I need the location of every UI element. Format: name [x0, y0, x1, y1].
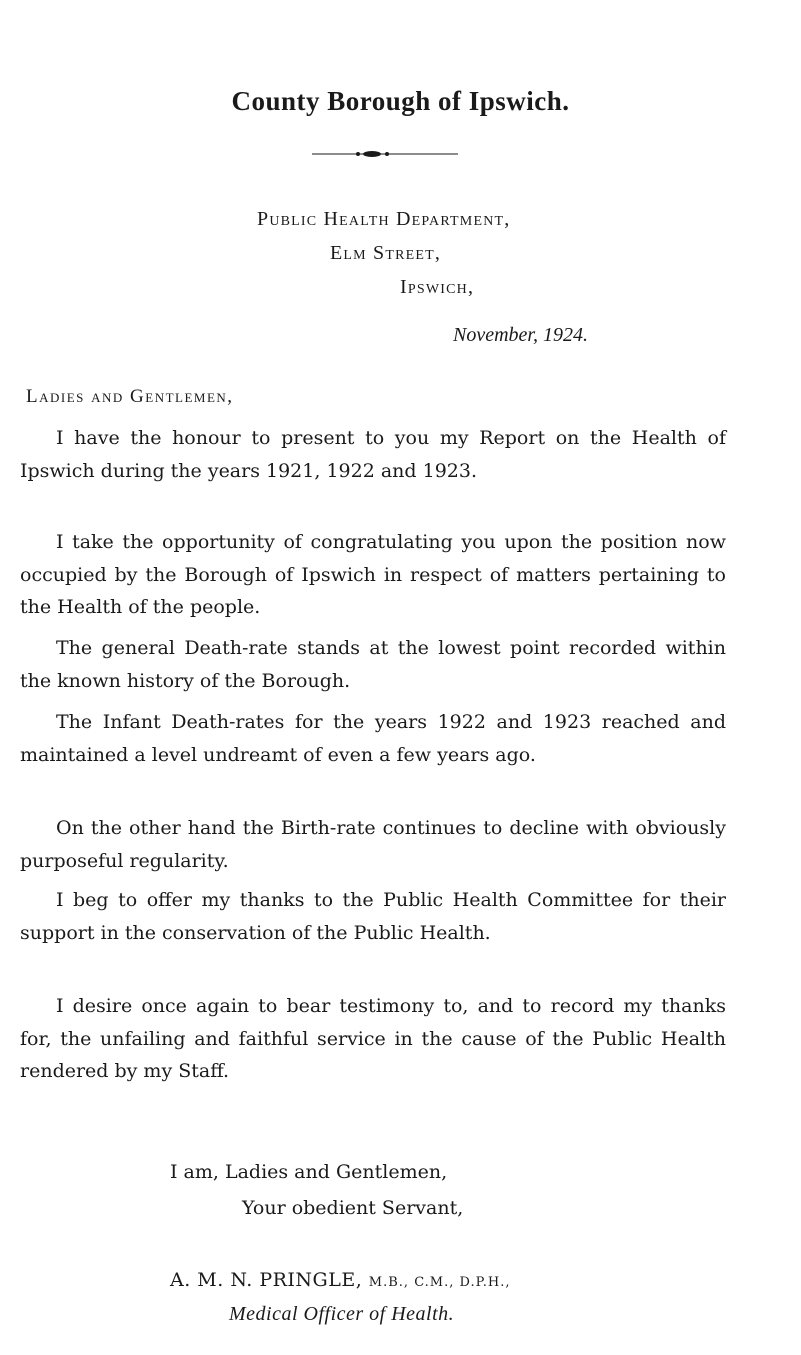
signature-name-text: A. M. N. PRINGLE, [170, 1269, 363, 1291]
signature-name [170, 1269, 510, 1291]
closing-line: I am, Ladies and Gentlemen, [170, 1161, 448, 1183]
address-line-department: Public Health Department, [257, 208, 511, 230]
paragraph-birth-rate: On the other hand the Birth-rate continues to decline with obviously purposeful regularity. [20, 817, 726, 872]
paragraph-death-rate: The general Death-rate stands at the lowest point recorded within the known history of the Borough. [20, 637, 726, 692]
paragraph-report: I have the honour to present to you my Report on the Health of Ipswich during the years 1921, 1922 and 1923. [20, 427, 726, 482]
letter-date: November, 1924. [453, 324, 588, 346]
address-line-town: Ipswich, [400, 276, 475, 298]
signature-qualifications: M.B., C.M., D.P.H., [368, 1275, 511, 1290]
salutation: Ladies and Gentlemen, [26, 386, 234, 407]
paragraph-thanks-staff: I desire once again to bear testimony to, and to record my thanks for, the unfailing and faithful service in the cause of the Public Health rendered by my Staff. [20, 995, 726, 1082]
signature-title: Medical Officer of Health. [229, 1303, 455, 1325]
paragraph-infant-death-rate: The Infant Death-rates for the years 1922 and 1923 reached and maintained a level undreamt of even a few years ago. [20, 711, 726, 766]
page-title: County Borough of Ipswich. [231, 86, 570, 116]
closing-servant: Your obedient Servant, [242, 1197, 464, 1219]
address-line-street: Elm Street, [330, 242, 442, 264]
ornament-divider [312, 149, 458, 159]
paragraph-congratulations: I take the opportunity of congratulating you upon the position now occupied by the Borough of Ipswich in respect of matters pertaining to the Health of the people. [20, 531, 726, 618]
paragraph-thanks-committee: I beg to offer my thanks to the Public Health Committee for their support in the conservation of the Public Health. [20, 889, 726, 944]
